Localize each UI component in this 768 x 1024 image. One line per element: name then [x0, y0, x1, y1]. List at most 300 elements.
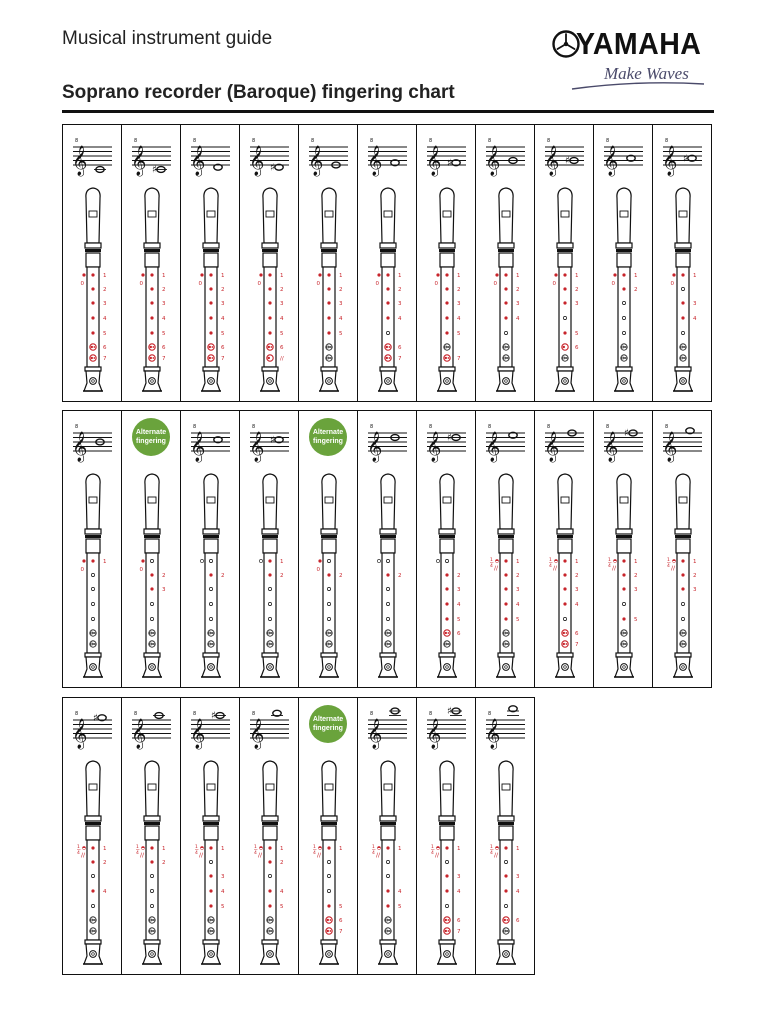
thumb-hole	[612, 273, 617, 287]
treble-clef-icon: 𝄞	[72, 719, 88, 749]
note-cell	[653, 125, 711, 401]
note-staff	[485, 138, 525, 177]
note-cell	[181, 125, 240, 401]
octave-mark: 8	[134, 138, 138, 144]
alternate-fingering-cell	[299, 411, 358, 687]
svg-text:2: 2	[339, 573, 343, 579]
note-staff	[190, 138, 230, 177]
svg-text:1: 1	[280, 559, 284, 565]
octave-mark: 8	[252, 424, 256, 430]
svg-text:4: 4	[398, 316, 402, 322]
svg-text:0: 0	[552, 281, 556, 287]
svg-text:4: 4	[457, 889, 461, 895]
svg-text:3: 3	[516, 874, 520, 880]
treble-clef-icon: 𝄞	[485, 432, 501, 462]
note-staff	[603, 424, 643, 463]
thumb-hole	[553, 273, 558, 287]
note-staff	[426, 706, 466, 750]
svg-text:5: 5	[634, 617, 638, 623]
sharp-icon: ♯	[270, 162, 275, 174]
svg-text:6: 6	[221, 345, 225, 351]
recorder-diagram	[553, 188, 580, 391]
svg-text:1: 1	[313, 845, 316, 850]
octave-mark: 8	[75, 138, 79, 144]
note-staff	[190, 711, 230, 751]
treble-clef-icon: 𝄞	[190, 432, 206, 462]
svg-text:1: 1	[136, 845, 139, 850]
alternate-fingering-badge: Alternate fingering	[132, 418, 170, 456]
svg-text:1: 1	[693, 273, 697, 279]
thumb-hole	[77, 844, 86, 859]
recorder-diagram	[317, 474, 343, 677]
svg-text:∕∕: ∕∕	[140, 852, 145, 859]
svg-text:1: 1	[221, 846, 225, 852]
octave-mark: 8	[75, 424, 79, 430]
sharp-icon: ♯	[211, 710, 216, 722]
recorder-diagram	[77, 761, 107, 964]
svg-text:4: 4	[693, 316, 697, 322]
svg-text:3: 3	[398, 301, 402, 307]
svg-text:6: 6	[575, 631, 579, 637]
svg-text:1: 1	[339, 846, 343, 852]
page-title: Soprano recorder (Baroque) fingering chart	[62, 82, 455, 103]
svg-text:1: 1	[549, 558, 552, 563]
octave-mark: 8	[311, 138, 315, 144]
svg-text:7: 7	[575, 642, 579, 648]
thumb-hole	[671, 273, 676, 287]
note-cell	[299, 125, 358, 401]
alternate-fingering-cell	[122, 411, 181, 687]
svg-text:1: 1	[457, 273, 461, 279]
note-staff	[308, 138, 348, 177]
svg-text:5: 5	[457, 617, 461, 623]
recorder-diagram	[549, 474, 579, 677]
tagline-swoosh	[568, 78, 708, 92]
svg-text:5: 5	[103, 331, 107, 337]
treble-clef-icon: 𝄞	[485, 719, 501, 749]
recorder-diagram	[313, 761, 343, 964]
note-staff	[603, 138, 643, 177]
chart-row	[62, 697, 535, 975]
note-cell	[653, 411, 711, 687]
svg-text:1: 1	[372, 845, 375, 850]
octave-mark: 8	[429, 711, 433, 717]
svg-text:4: 4	[516, 889, 520, 895]
svg-text:0: 0	[670, 281, 674, 287]
thumb-hole	[136, 844, 145, 859]
svg-text:∕∕: ∕∕	[494, 852, 499, 859]
note-staff	[485, 424, 525, 463]
octave-mark: 8	[193, 711, 197, 717]
treble-clef-icon: 𝄞	[426, 146, 442, 176]
sharp-icon: ♯	[447, 432, 452, 444]
note-cell	[476, 698, 534, 974]
treble-clef-icon: 𝄞	[308, 146, 324, 176]
octave-mark: 8	[370, 424, 374, 430]
svg-text:∕∕: ∕∕	[376, 852, 381, 859]
svg-text:4: 4	[313, 851, 316, 856]
svg-text:1: 1	[575, 559, 579, 565]
octave-mark: 8	[75, 711, 79, 717]
thumb-hole	[317, 273, 322, 287]
svg-text:1: 1	[280, 846, 284, 852]
recorder-diagram	[671, 188, 698, 391]
note-staff	[426, 424, 466, 463]
note-cell	[417, 411, 476, 687]
svg-text:2: 2	[221, 573, 225, 579]
recorder-diagram	[372, 761, 402, 964]
svg-text:4: 4	[103, 316, 107, 322]
sharp-icon: ♯	[152, 164, 157, 176]
svg-text:1: 1	[634, 273, 638, 279]
svg-text:3: 3	[103, 301, 107, 307]
svg-text:2: 2	[634, 573, 638, 579]
note-cell	[417, 125, 476, 401]
thumb-hole	[140, 559, 145, 573]
recorder-diagram	[199, 188, 226, 391]
svg-text:1: 1	[490, 558, 493, 563]
svg-text:4: 4	[372, 851, 375, 856]
svg-text:6: 6	[103, 345, 107, 351]
svg-text:5: 5	[221, 904, 225, 910]
svg-text:3: 3	[575, 587, 579, 593]
svg-text:4: 4	[575, 602, 579, 608]
treble-clef-icon: 𝄞	[131, 146, 147, 176]
note-staff	[131, 711, 171, 750]
treble-clef-icon: 𝄞	[662, 146, 678, 176]
note-staff	[72, 138, 112, 177]
thumb-hole	[140, 273, 145, 287]
recorder-diagram	[140, 188, 167, 391]
svg-text:1: 1	[162, 273, 166, 279]
thumb-hole	[313, 844, 322, 859]
svg-text:1: 1	[634, 559, 638, 565]
octave-mark: 8	[193, 138, 197, 144]
octave-mark: 8	[488, 138, 492, 144]
svg-text:3: 3	[693, 301, 697, 307]
octave-mark: 8	[606, 424, 610, 430]
svg-text:2: 2	[457, 287, 461, 293]
recorder-diagram	[195, 761, 225, 964]
thumb-hole	[549, 557, 558, 572]
treble-clef-icon: 𝄞	[190, 146, 206, 176]
svg-text:3: 3	[457, 301, 461, 307]
svg-text:∕∕: ∕∕	[553, 565, 558, 572]
note-staff	[249, 710, 289, 750]
svg-text:2: 2	[575, 287, 579, 293]
svg-text:1: 1	[431, 845, 434, 850]
treble-clef-icon: 𝄞	[485, 146, 501, 176]
svg-text:4: 4	[280, 889, 284, 895]
recorder-diagram	[490, 761, 520, 964]
treble-clef-icon: 𝄞	[367, 432, 383, 462]
svg-text:0: 0	[80, 567, 84, 573]
thumb-hole	[490, 844, 499, 859]
svg-text:5: 5	[575, 331, 579, 337]
svg-text:7: 7	[162, 356, 166, 362]
note-cell	[63, 125, 122, 401]
recorder-diagram	[259, 474, 283, 677]
svg-text:5: 5	[339, 331, 343, 337]
svg-text:6: 6	[516, 918, 520, 924]
recorder-diagram	[258, 188, 285, 391]
octave-mark: 8	[252, 138, 256, 144]
svg-text:7: 7	[103, 356, 107, 362]
svg-text:2: 2	[634, 287, 638, 293]
note-staff	[131, 138, 171, 177]
recorder-diagram	[254, 761, 284, 964]
svg-text:4: 4	[254, 851, 257, 856]
thumb-hole	[376, 273, 381, 287]
chart-row	[62, 124, 712, 402]
svg-text:5: 5	[221, 331, 225, 337]
svg-text:4: 4	[549, 564, 552, 569]
svg-text:4: 4	[516, 316, 520, 322]
svg-text:4: 4	[162, 316, 166, 322]
treble-clef-icon: 𝄞	[426, 432, 442, 462]
note-cell	[122, 698, 181, 974]
svg-text:0: 0	[139, 281, 143, 287]
svg-text:4: 4	[457, 316, 461, 322]
sharp-icon: ♯	[683, 153, 688, 165]
octave-mark: 8	[134, 711, 138, 717]
note-staff	[426, 138, 466, 177]
treble-clef-icon: 𝄞	[72, 432, 88, 462]
recorder-diagram	[81, 188, 108, 391]
treble-clef-icon: 𝄞	[662, 432, 678, 462]
octave-mark: 8	[665, 138, 669, 144]
svg-text:4: 4	[608, 564, 611, 569]
brand-tagline: Make Waves	[604, 64, 689, 83]
sharp-icon: ♯	[565, 155, 570, 167]
svg-text:1: 1	[280, 273, 284, 279]
svg-text:∕∕: ∕∕	[280, 356, 284, 362]
svg-text:3: 3	[516, 301, 520, 307]
svg-text:2: 2	[693, 573, 697, 579]
note-cell	[417, 698, 476, 974]
thumb-hole	[81, 559, 86, 573]
svg-text:4: 4	[221, 889, 225, 895]
svg-text:∕∕: ∕∕	[612, 565, 617, 572]
svg-text:2: 2	[103, 287, 107, 293]
note-staff	[249, 424, 289, 463]
svg-text:1: 1	[608, 558, 611, 563]
thumb-hole	[431, 844, 440, 859]
note-cell	[240, 698, 299, 974]
svg-text:2: 2	[162, 860, 166, 866]
svg-text:1: 1	[693, 559, 697, 565]
svg-text:1: 1	[339, 273, 343, 279]
note-staff	[72, 424, 112, 463]
svg-text:0: 0	[493, 281, 497, 287]
svg-text:7: 7	[398, 356, 402, 362]
treble-clef-icon: 𝄞	[72, 146, 88, 176]
svg-text:∕∕: ∕∕	[494, 565, 499, 572]
recorder-diagram	[81, 474, 107, 677]
svg-text:∕∕: ∕∕	[199, 852, 204, 859]
note-cell	[240, 125, 299, 401]
svg-text:1: 1	[254, 845, 257, 850]
svg-text:3: 3	[280, 301, 284, 307]
note-staff	[367, 424, 407, 463]
octave-mark: 8	[488, 424, 492, 430]
thumb-hole	[259, 559, 262, 562]
svg-text:4: 4	[103, 889, 107, 895]
svg-text:4: 4	[431, 851, 434, 856]
treble-clef-icon: 𝄞	[367, 719, 383, 749]
thumb-hole	[667, 557, 676, 572]
thumb-hole	[81, 273, 86, 287]
svg-text:1: 1	[103, 273, 107, 279]
svg-text:0: 0	[316, 281, 320, 287]
treble-clef-icon: 𝄞	[190, 719, 206, 749]
treble-clef-icon: 𝄞	[249, 719, 265, 749]
octave-mark: 8	[193, 424, 197, 430]
alternate-fingering-cell	[299, 698, 358, 974]
note-staff	[662, 138, 702, 177]
svg-text:2: 2	[339, 287, 343, 293]
alternate-fingering-badge: Alternate fingering	[309, 418, 347, 456]
note-cell	[358, 411, 417, 687]
svg-text:2: 2	[575, 573, 579, 579]
svg-text:6: 6	[575, 345, 579, 351]
svg-text:3: 3	[339, 301, 343, 307]
svg-text:4: 4	[490, 564, 493, 569]
thumb-hole	[200, 559, 203, 562]
sharp-icon: ♯	[270, 434, 275, 446]
svg-text:3: 3	[162, 587, 166, 593]
svg-text:5: 5	[398, 904, 402, 910]
treble-clef-icon: 𝄞	[603, 432, 619, 462]
svg-text:4: 4	[516, 602, 520, 608]
svg-text:5: 5	[280, 904, 284, 910]
treble-clef-icon: 𝄞	[249, 432, 265, 462]
treble-clef-icon: 𝄞	[426, 719, 442, 749]
svg-text:∕∕: ∕∕	[671, 565, 676, 572]
svg-text:5: 5	[516, 617, 520, 623]
thumb-hole	[199, 273, 204, 287]
svg-text:3: 3	[457, 587, 461, 593]
svg-text:1: 1	[103, 559, 107, 565]
svg-text:2: 2	[162, 287, 166, 293]
note-cell	[240, 411, 299, 687]
svg-text:1: 1	[516, 846, 520, 852]
svg-text:1: 1	[457, 846, 461, 852]
recorder-diagram	[490, 474, 520, 677]
note-staff	[485, 706, 525, 750]
treble-clef-icon: 𝄞	[131, 719, 147, 749]
alternate-fingering-badge: Alternate fingering	[309, 705, 347, 743]
svg-text:2: 2	[457, 573, 461, 579]
octave-mark: 8	[252, 711, 256, 717]
title-rule	[62, 110, 714, 113]
svg-text:7: 7	[339, 929, 343, 935]
svg-text:7: 7	[457, 356, 461, 362]
note-staff	[662, 424, 702, 463]
note-cell	[63, 698, 122, 974]
svg-text:1: 1	[398, 846, 402, 852]
svg-text:0: 0	[80, 281, 84, 287]
svg-text:2: 2	[221, 287, 225, 293]
recorder-diagram	[376, 188, 403, 391]
svg-text:∕∕: ∕∕	[81, 852, 86, 859]
svg-text:4: 4	[667, 564, 670, 569]
svg-text:3: 3	[221, 301, 225, 307]
svg-text:∕∕: ∕∕	[258, 852, 263, 859]
svg-text:0: 0	[316, 567, 320, 573]
recorder-diagram	[200, 474, 224, 677]
octave-mark: 8	[429, 424, 433, 430]
octave-mark: 8	[370, 711, 374, 717]
svg-text:1: 1	[221, 273, 225, 279]
svg-text:6: 6	[162, 345, 166, 351]
note-cell	[594, 411, 653, 687]
svg-text:2: 2	[280, 860, 284, 866]
recorder-diagram	[436, 474, 461, 677]
svg-text:2: 2	[398, 573, 402, 579]
sharp-icon: ♯	[447, 157, 452, 169]
note-cell	[63, 411, 122, 687]
svg-text:1: 1	[162, 846, 166, 852]
svg-text:1: 1	[490, 845, 493, 850]
svg-text:3: 3	[575, 301, 579, 307]
thumb-hole	[435, 273, 440, 287]
svg-text:0: 0	[139, 567, 143, 573]
note-staff	[190, 424, 230, 463]
recorder-diagram	[317, 188, 344, 391]
svg-text:3: 3	[162, 301, 166, 307]
svg-text:4: 4	[221, 316, 225, 322]
recorder-diagram	[494, 188, 521, 391]
svg-text:1: 1	[195, 845, 198, 850]
chart-row	[62, 410, 712, 688]
note-cell	[358, 698, 417, 974]
svg-text:2: 2	[280, 573, 284, 579]
thumb-hole	[377, 559, 380, 562]
svg-text:2: 2	[516, 573, 520, 579]
octave-mark: 8	[665, 424, 669, 430]
svg-text:0: 0	[375, 281, 379, 287]
recorder-diagram	[667, 474, 697, 677]
svg-text:1: 1	[516, 559, 520, 565]
octave-mark: 8	[606, 138, 610, 144]
svg-text:2: 2	[516, 287, 520, 293]
sharp-icon: ♯	[447, 706, 452, 717]
thumb-hole	[494, 273, 499, 287]
thumb-hole	[608, 557, 617, 572]
thumb-hole	[195, 844, 204, 859]
sharp-icon: ♯	[624, 428, 629, 439]
svg-text:0: 0	[611, 281, 615, 287]
svg-text:1: 1	[667, 558, 670, 563]
svg-text:3: 3	[457, 874, 461, 880]
svg-text:0: 0	[434, 281, 438, 287]
note-cell	[122, 125, 181, 401]
svg-text:4: 4	[77, 851, 80, 856]
svg-text:2: 2	[280, 287, 284, 293]
svg-text:6: 6	[457, 918, 461, 924]
note-cell	[476, 125, 535, 401]
treble-clef-icon: 𝄞	[544, 146, 560, 176]
brand-name: YAMAHA	[576, 26, 702, 61]
svg-text:1: 1	[575, 273, 579, 279]
thumb-hole	[436, 559, 439, 562]
note-cell	[476, 411, 535, 687]
svg-text:4: 4	[398, 889, 402, 895]
svg-text:6: 6	[280, 345, 284, 351]
svg-text:0: 0	[257, 281, 261, 287]
svg-text:4: 4	[136, 851, 139, 856]
